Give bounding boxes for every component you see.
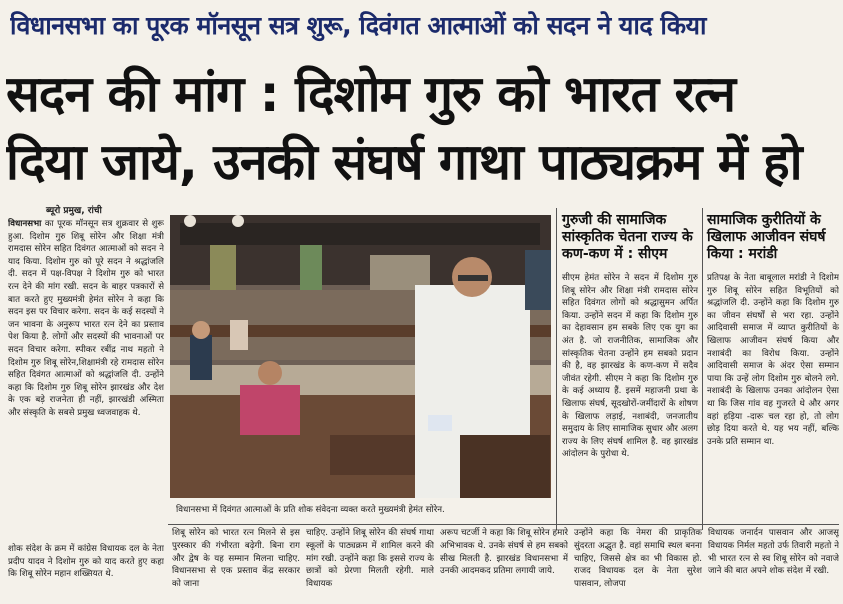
bottom-column-2: चाहिए. उन्होंने शिबू सोरेन की संघर्ष गाथा स्कूलों के पाठ्यक्रम में शामिल करने की मांग रखी. उन्होंने कहा कि इससे राज्य के छात्रों को प्रेरणा मिलती रहेगी. माले विधायक (306, 528, 434, 590)
bottom-column-5: विधायक जनार्दन पासवान और आजसू विधायक निर्मल महतो उर्फ तिवारी महतो ने भी भारत रत्न से स्व शिबू सोरेन को नवाजे जाने की बात अपने शोक संदेश में रखी. (708, 528, 839, 577)
cm-story-heading: गुरुजी की सामाजिक सांस्कृतिक चेतना राज्य के कण-कण में : सीएम (562, 212, 693, 262)
column-divider (702, 208, 703, 530)
byline: ब्यूरो प्रमुख, रांची (46, 206, 102, 216)
bottom-column-4: उन्होंने कहा कि नेमरा की प्राकृतिक सुंदरता अद्भुत है. वहां समाधि स्थल बनना चाहिए, जिससे क्षेत्र का भी विकास हो. राजद विधायक दल के नेता सुरेश पासवान, लोजपा (574, 528, 702, 590)
photo-caption: विधानसभा में दिवंगत आत्माओं के प्रति शोक संवेदना व्यक्त करते मुख्यमंत्री हेमंत सोरेन. (170, 498, 551, 523)
headline-line-2: दिया जाये, उनकी संघर्ष गाथा पाठ्यक्रम में हो (6, 133, 802, 191)
column-divider (556, 208, 557, 530)
bottom-divider (168, 524, 839, 525)
kicker-headline: विधानसभा का पूरक मॉनसून सत्र शुरू, दिवंगत आत्माओं को सदन ने याद किया (10, 11, 707, 40)
main-story-continued (8, 543, 164, 604)
main-story-continued-text: शोक संदेश के क्रम में कांग्रेस विधायक दल के नेता प्रदीप यादव ने दिशोम गुरु को याद करते हुए कहा कि शिबू सोरेन महान शख्सियत थे. (8, 544, 164, 580)
headline-line-1: सदन की मांग : दिशोम गुरु को भारत रत्न (6, 65, 736, 123)
marandi-story-text: प्रतिपक्ष के नेता बाबूलाल मरांडी ने दिशोम गुरु शिबू सोरेन सहित विभूतियों को श्रद्धांजलि दी. उन्होंने कहा कि दिशोम गुरु का जीवन संघर्षों से भरा रहा. उन्होंने आदिवासी समाज में व्याप्त कुरीतियों के खिलाफ आजीवन संघर्ष किया और नशाबंदी का विरोध किया. उन्होंने आदिवासी समाज के अंदर ऐसा सम्मान पाया कि उन्हें लोग दिशोम गुरु बोलने लगे. नशाबंदी के खिलाफ उनका आंदोलन ऐसा था कि जिस गांव वह गुजरते थे और अगर वहां हड़िया -दारू चल रहा हो, तो लोग छोड़ दिया करते थे. यह भय नहीं, बल्कि उनके प्रति सम्मान था. (707, 273, 839, 447)
main-story-lead-word: विधानसभा (8, 219, 42, 229)
marandi-story-heading: सामाजिक कुरीतियों के खिलाफ आजीवन संघर्ष किया : मरांडी (707, 212, 826, 262)
cm-story-text: सीएम हेमंत सोरेन ने सदन में दिशोम गुरु शिबू सोरेन और शिक्षा मंत्री रामदास सोरेन सहित दिवंगत लोगों को श्रद्धासुमन अर्पित किया. उन्होंने सदन में कहा कि दिशोम गुरु का देहावसान हम सबके लिए एक युग का अंत है. जो राजनीतिक, सामाजिक और सांस्कृतिक चेतना उन्होंने हम सबको प्रदान की है, वह झारखंड के कण-कण में सदैव जीवंत रहेगी. सीएम ने कहा कि दिशोम गुरु के कई अध्याय हैं. इसमें महाजनी प्रथा के खिलाफ संघर्ष, सूदखोरों-जमींदारों के शोषण के खिलाफ लड़ाई, नशाबंदी, जनजातीय समुदाय के लिए सामाजिक सुधार और अलग राज्य के लिए संघर्ष शामिल है. वह झारखंड आंदोलन के पुरोधा थे. (562, 273, 698, 460)
main-story-text: का पूरक मॉनसून सत्र शुक्रवार से शुरू हुआ. दिशोम गुरु शिबू सोरेन और शिक्षा मंत्री रामदास सोरेन सहित दिवंगत आत्माओं को सदन ने याद किया. दिशोम गुरु को पूरे सदन ने श्रद्धांजलि दी. सदन में पक्ष-विपक्ष ने दिशोम गुरु को भारत रत्न देने की मांग रखी. सदन के बाहर पत्रकारों से बात करते हुए मुख्यमंत्री हेमंत सोरेन ने कहा कि सदन इस पर विचार करेगा. सदन के कई सदस्यों ने जन भावना के अनुरूप भारत रत्न देने का प्रस्ताव पेश किया है. लोगों और सदस्यों की भावनाओं पर सदन विचार करेगा. स्पीकर रबींद्र नाथ महतो ने दिशोम गुरु शिबू सोरेन,शिक्षामंत्री रहे रामदास सोरेन सहित दिवंगत आत्माओं को श्रद्धांजलि दी. उन्होंने कहा कि दिशोम गुरु शिबू सोरेन झारखंड और देश के एक बड़े राजनेता ही नहीं, झारखंडी अस्मिता और संस्कृति के सबसे प्रमुख ध्वजवाहक थे. (8, 219, 164, 418)
cm-story-body (562, 272, 698, 524)
bottom-column-1: शिबू सोरेन को भारत रत्न मिलने से इस पुरस्कार की गंभीरता बढ़ेगी. बिना राग और द्वेष के यह सम्मान मिलना चाहिए. विधानसभा से एक प्रस्ताव केंद्र सरकार को जाना (172, 528, 300, 590)
assembly-photo (170, 215, 551, 498)
bottom-column-3: अरूप चटर्जी ने कहा कि शिबू सोरेन हमारे अभिभावक थे. उनके संघर्ष से हम सबको सीख मिलती है. झारखंड विधानसभा में उनकी आदमकद प्रतिमा लगायी जाये. (440, 528, 568, 577)
main-headline (6, 60, 837, 196)
marandi-story-body (707, 272, 839, 524)
main-story-body (8, 218, 164, 524)
